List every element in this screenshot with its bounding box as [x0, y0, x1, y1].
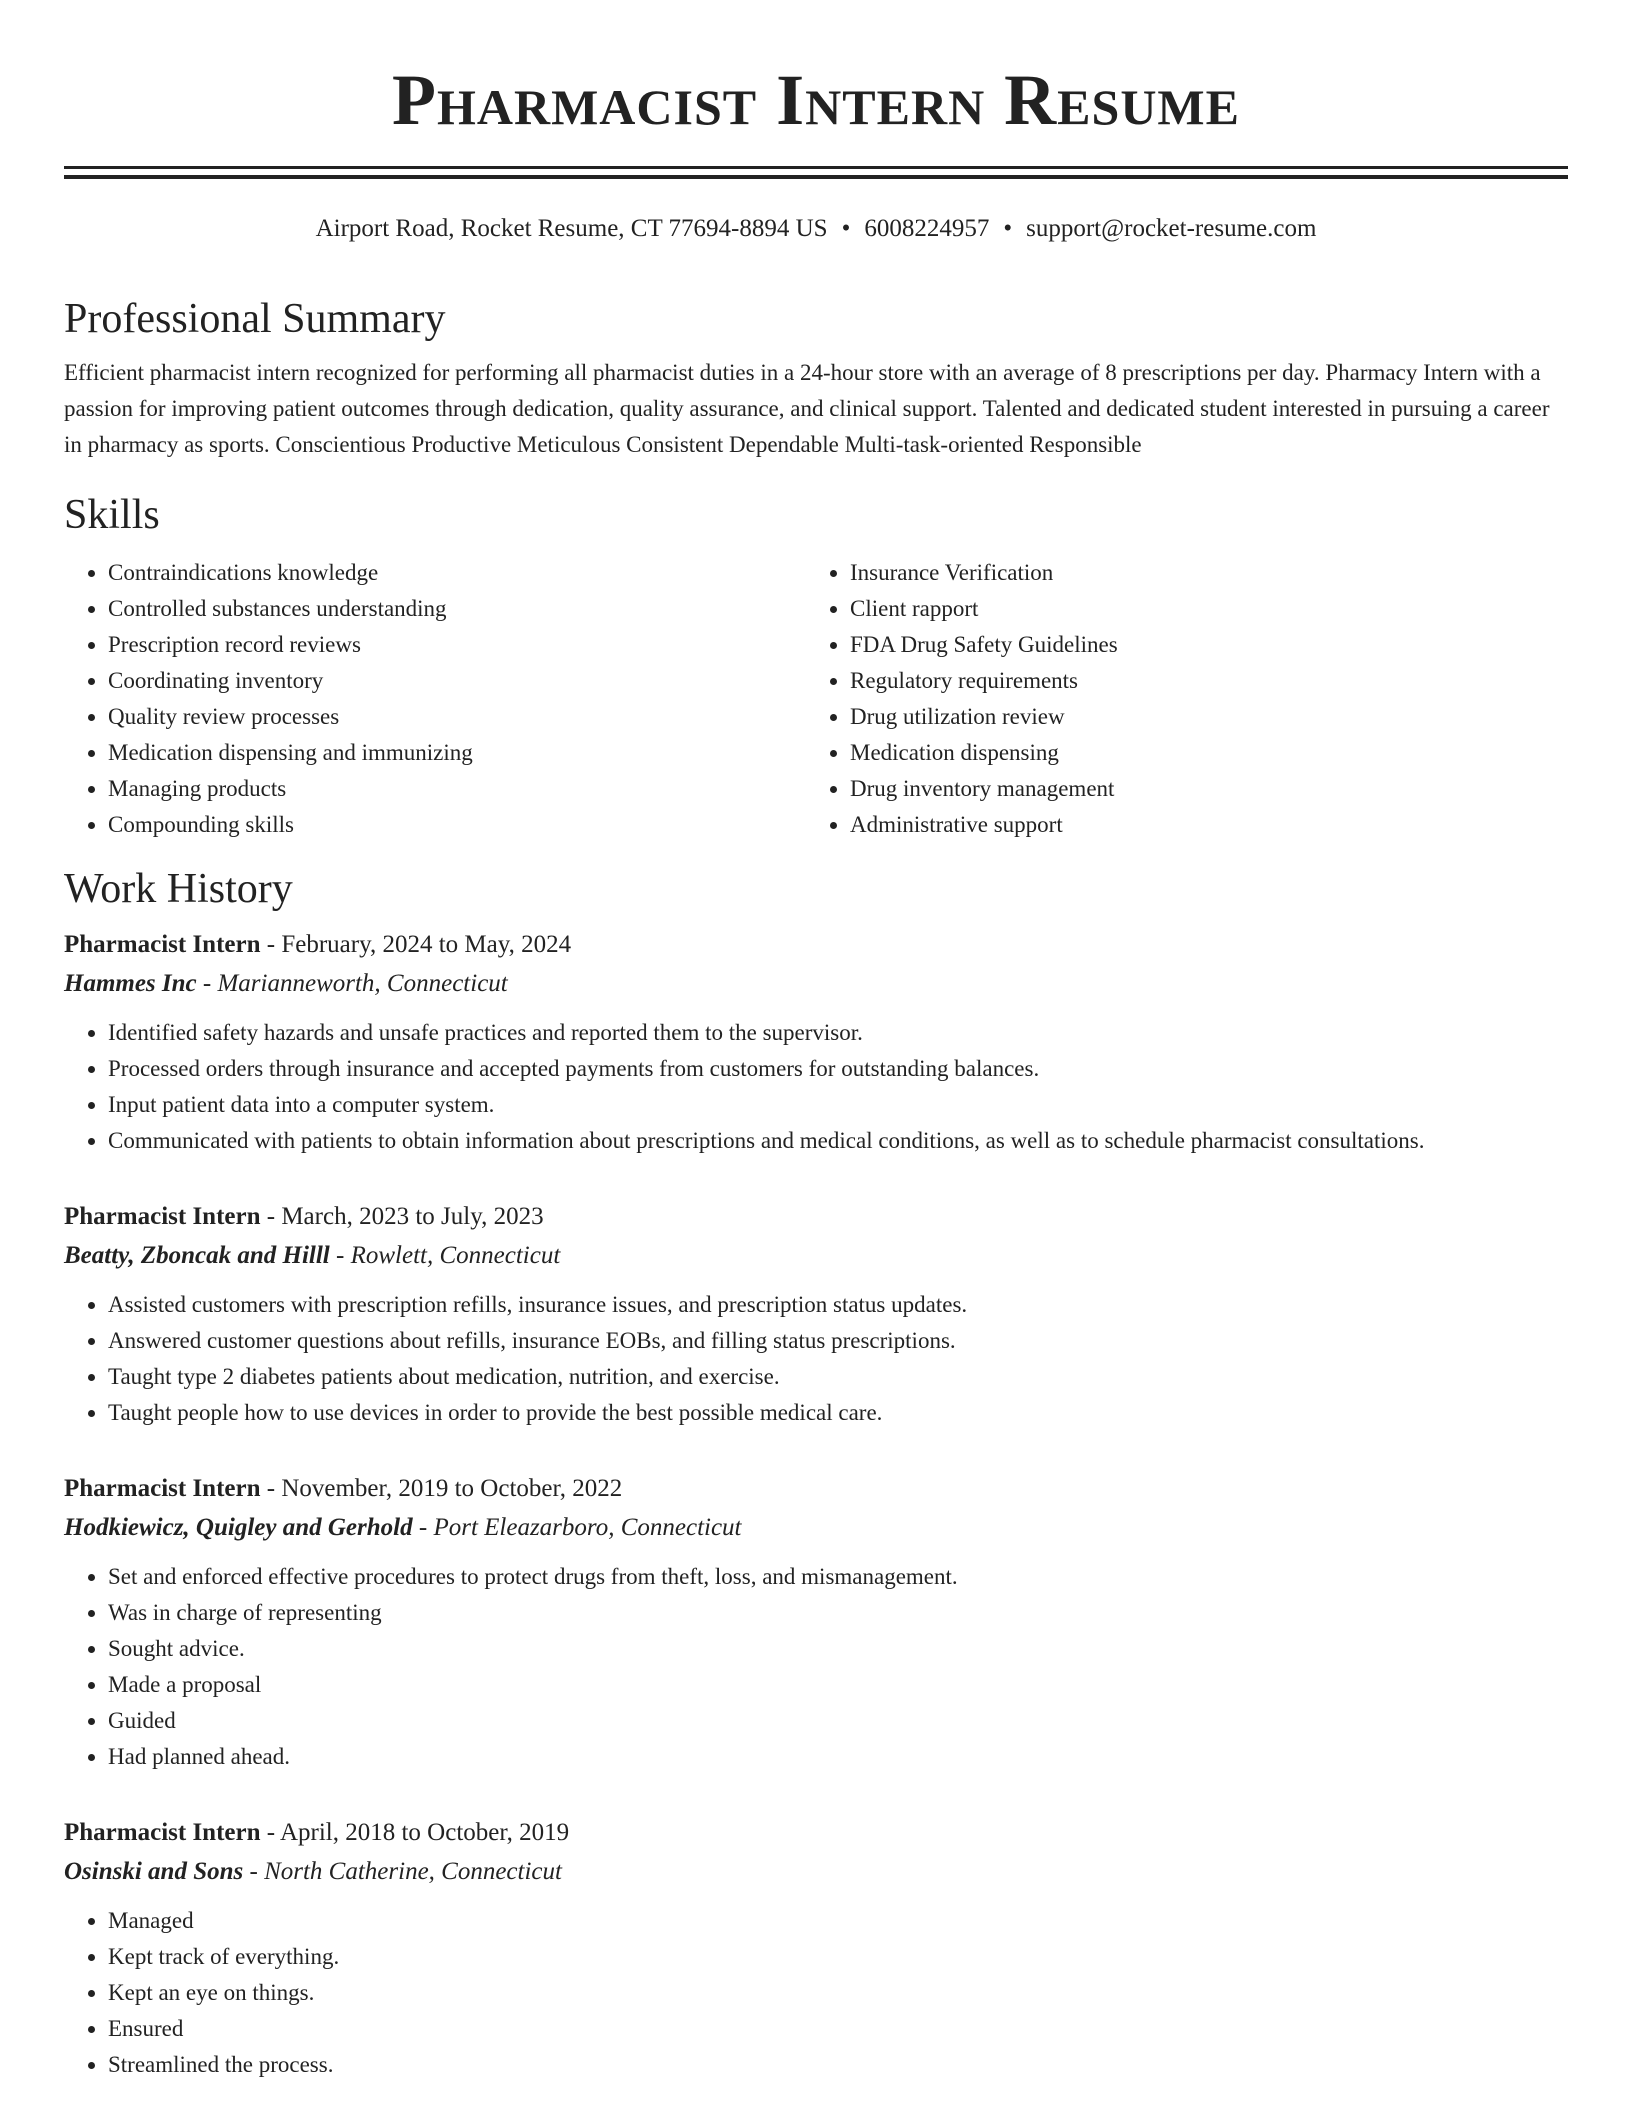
list-item: • Medication dispensing and immunizing	[108, 735, 806, 771]
list-item: • Drug inventory management	[850, 771, 1548, 807]
contact-line	[64, 213, 1568, 245]
job-bullets	[64, 1559, 1568, 1775]
list-item: • Contraindications knowledge	[108, 555, 806, 591]
job-entry	[64, 925, 1568, 1159]
contact-separator: •	[1003, 215, 1013, 242]
job-employer	[64, 1237, 1568, 1275]
job-header	[64, 1469, 1568, 1509]
title-divider-top	[64, 166, 1568, 169]
list-item: • Drug utilization review	[850, 699, 1548, 735]
list-item: • Administrative support	[850, 807, 1548, 843]
list-item: • Kept an eye on things.	[108, 1975, 1568, 2011]
job-employer	[64, 1853, 1568, 1891]
job-header	[64, 1813, 1568, 1853]
dash: -	[260, 1475, 282, 1502]
job-company: Beatty, Zboncak and Hilll	[64, 1242, 330, 1269]
resume-page	[64, 0, 1568, 2083]
dash: -	[243, 1858, 265, 1885]
job-dates: March, 2023 to July, 2023	[281, 1203, 544, 1230]
list-item: • Quality review processes	[108, 699, 806, 735]
list-item: • Processed orders through insurance and accepted payments from customers for outstanding balances.	[108, 1051, 1568, 1087]
list-item: • Made a proposal	[108, 1667, 1568, 1703]
list-item: • FDA Drug Safety Guidelines	[850, 627, 1548, 663]
list-item: • Set and enforced effective procedures to protect drugs from theft, loss, and mismanagement.	[108, 1559, 1568, 1595]
contact-separator: •	[841, 215, 851, 242]
list-item: • Input patient data into a computer system.	[108, 1087, 1568, 1123]
list-item: • Answered customer questions about refills, insurance EOBs, and filling status prescriptions.	[108, 1323, 1568, 1359]
summary-heading: Professional Summary	[64, 296, 446, 342]
job-title: Pharmacist Intern	[64, 1819, 261, 1846]
job-header	[64, 1197, 1568, 1237]
job-bullets	[64, 1287, 1568, 1431]
list-item: • Streamlined the process.	[108, 2047, 1568, 2083]
skills-list-right	[806, 555, 1548, 843]
job-dates: November, 2019 to October, 2022	[281, 1475, 623, 1502]
list-item: • Insurance Verification	[850, 555, 1548, 591]
list-item: • Taught type 2 diabetes patients about medication, nutrition, and exercise.	[108, 1359, 1568, 1395]
title-divider-bottom	[64, 175, 1568, 179]
dash: -	[329, 1242, 351, 1269]
list-item: • Had planned ahead.	[108, 1739, 1568, 1775]
job-employer	[64, 965, 1568, 1003]
skills-list-left	[64, 555, 806, 843]
job-dates: February, 2024 to May, 2024	[281, 931, 572, 958]
list-item: • Regulatory requirements	[850, 663, 1548, 699]
work-history-heading: Work History	[64, 866, 293, 912]
job-title: Pharmacist Intern	[64, 1475, 261, 1502]
job-location: Port Eleazarboro, Connecticut	[433, 1514, 742, 1541]
summary-section	[64, 295, 1568, 463]
list-item: • Managed	[108, 1903, 1568, 1939]
job-dates: April, 2018 to October, 2019	[279, 1819, 570, 1846]
skills-heading: Skills	[64, 492, 160, 538]
contact-address: Airport Road, Rocket Resume, CT 77694-8894 US	[315, 215, 828, 242]
list-item: • Assisted customers with prescription refills, insurance issues, and prescription status updates.	[108, 1287, 1568, 1323]
list-item: • Prescription record reviews	[108, 627, 806, 663]
job-company: Hammes Inc	[64, 970, 197, 997]
list-item: • Managing products	[108, 771, 806, 807]
job-entry	[64, 1469, 1568, 1775]
job-location: North Catherine, Connecticut	[264, 1858, 562, 1885]
list-item: • Compounding skills	[108, 807, 806, 843]
dash: -	[260, 931, 282, 958]
job-location: Marianneworth, Connecticut	[217, 970, 508, 997]
list-item: • Ensured	[108, 2011, 1568, 2047]
list-item: • Was in charge of representing	[108, 1595, 1568, 1631]
list-item: • Guided	[108, 1703, 1568, 1739]
work-history-section	[64, 865, 1568, 2083]
job-bullets	[64, 1903, 1568, 2083]
list-item: • Coordinating inventory	[108, 663, 806, 699]
job-title: Pharmacist Intern	[64, 1203, 261, 1230]
list-item: • Kept track of everything.	[108, 1939, 1568, 1975]
dash: -	[412, 1514, 434, 1541]
dash: -	[196, 970, 218, 997]
list-item: • Sought advice.	[108, 1631, 1568, 1667]
job-company: Osinski and Sons	[64, 1858, 244, 1885]
job-header	[64, 925, 1568, 965]
list-item: • Taught people how to use devices in order to provide the best possible medical care.	[108, 1395, 1568, 1431]
job-location: Rowlett, Connecticut	[350, 1242, 561, 1269]
job-entry	[64, 1197, 1568, 1431]
job-bullets	[64, 1015, 1568, 1159]
dash: -	[260, 1203, 282, 1230]
list-item: • Client rapport	[850, 591, 1548, 627]
list-item: • Controlled substances understanding	[108, 591, 806, 627]
job-company: Hodkiewicz, Quigley and Gerhold	[64, 1514, 413, 1541]
skills-section	[64, 491, 1568, 843]
skills-columns	[64, 555, 1568, 843]
list-item: • Identified safety hazards and unsafe practices and reported them to the supervisor.	[108, 1015, 1568, 1051]
contact-phone: 6008224957	[864, 215, 990, 242]
job-title: Pharmacist Intern	[64, 931, 261, 958]
job-employer	[64, 1509, 1568, 1547]
contact-email: support@rocket-resume.com	[1026, 215, 1317, 242]
list-item: • Medication dispensing	[850, 735, 1548, 771]
dash: -	[260, 1819, 280, 1846]
job-entry	[64, 1813, 1568, 2083]
list-item: • Communicated with patients to obtain information about prescriptions and medical conditions, as well as to schedule pharmacist consultations.	[108, 1123, 1568, 1159]
summary-text: Efficient pharmacist intern recognized for performing all pharmacist duties in a 24-hour store with an average of 8 prescriptions per day. Pharmacy Intern with a passion for improving patient outcomes through dedication, quality assurance, and clinical support. Talented and dedicated student interested in pursuing a career in pharmacy as sports. Conscientious Productive Meticulous Consistent Dependable Multi-task-oriented Responsible	[64, 360, 1550, 457]
page-title: Pharmacist Intern Resume	[392, 60, 1240, 140]
